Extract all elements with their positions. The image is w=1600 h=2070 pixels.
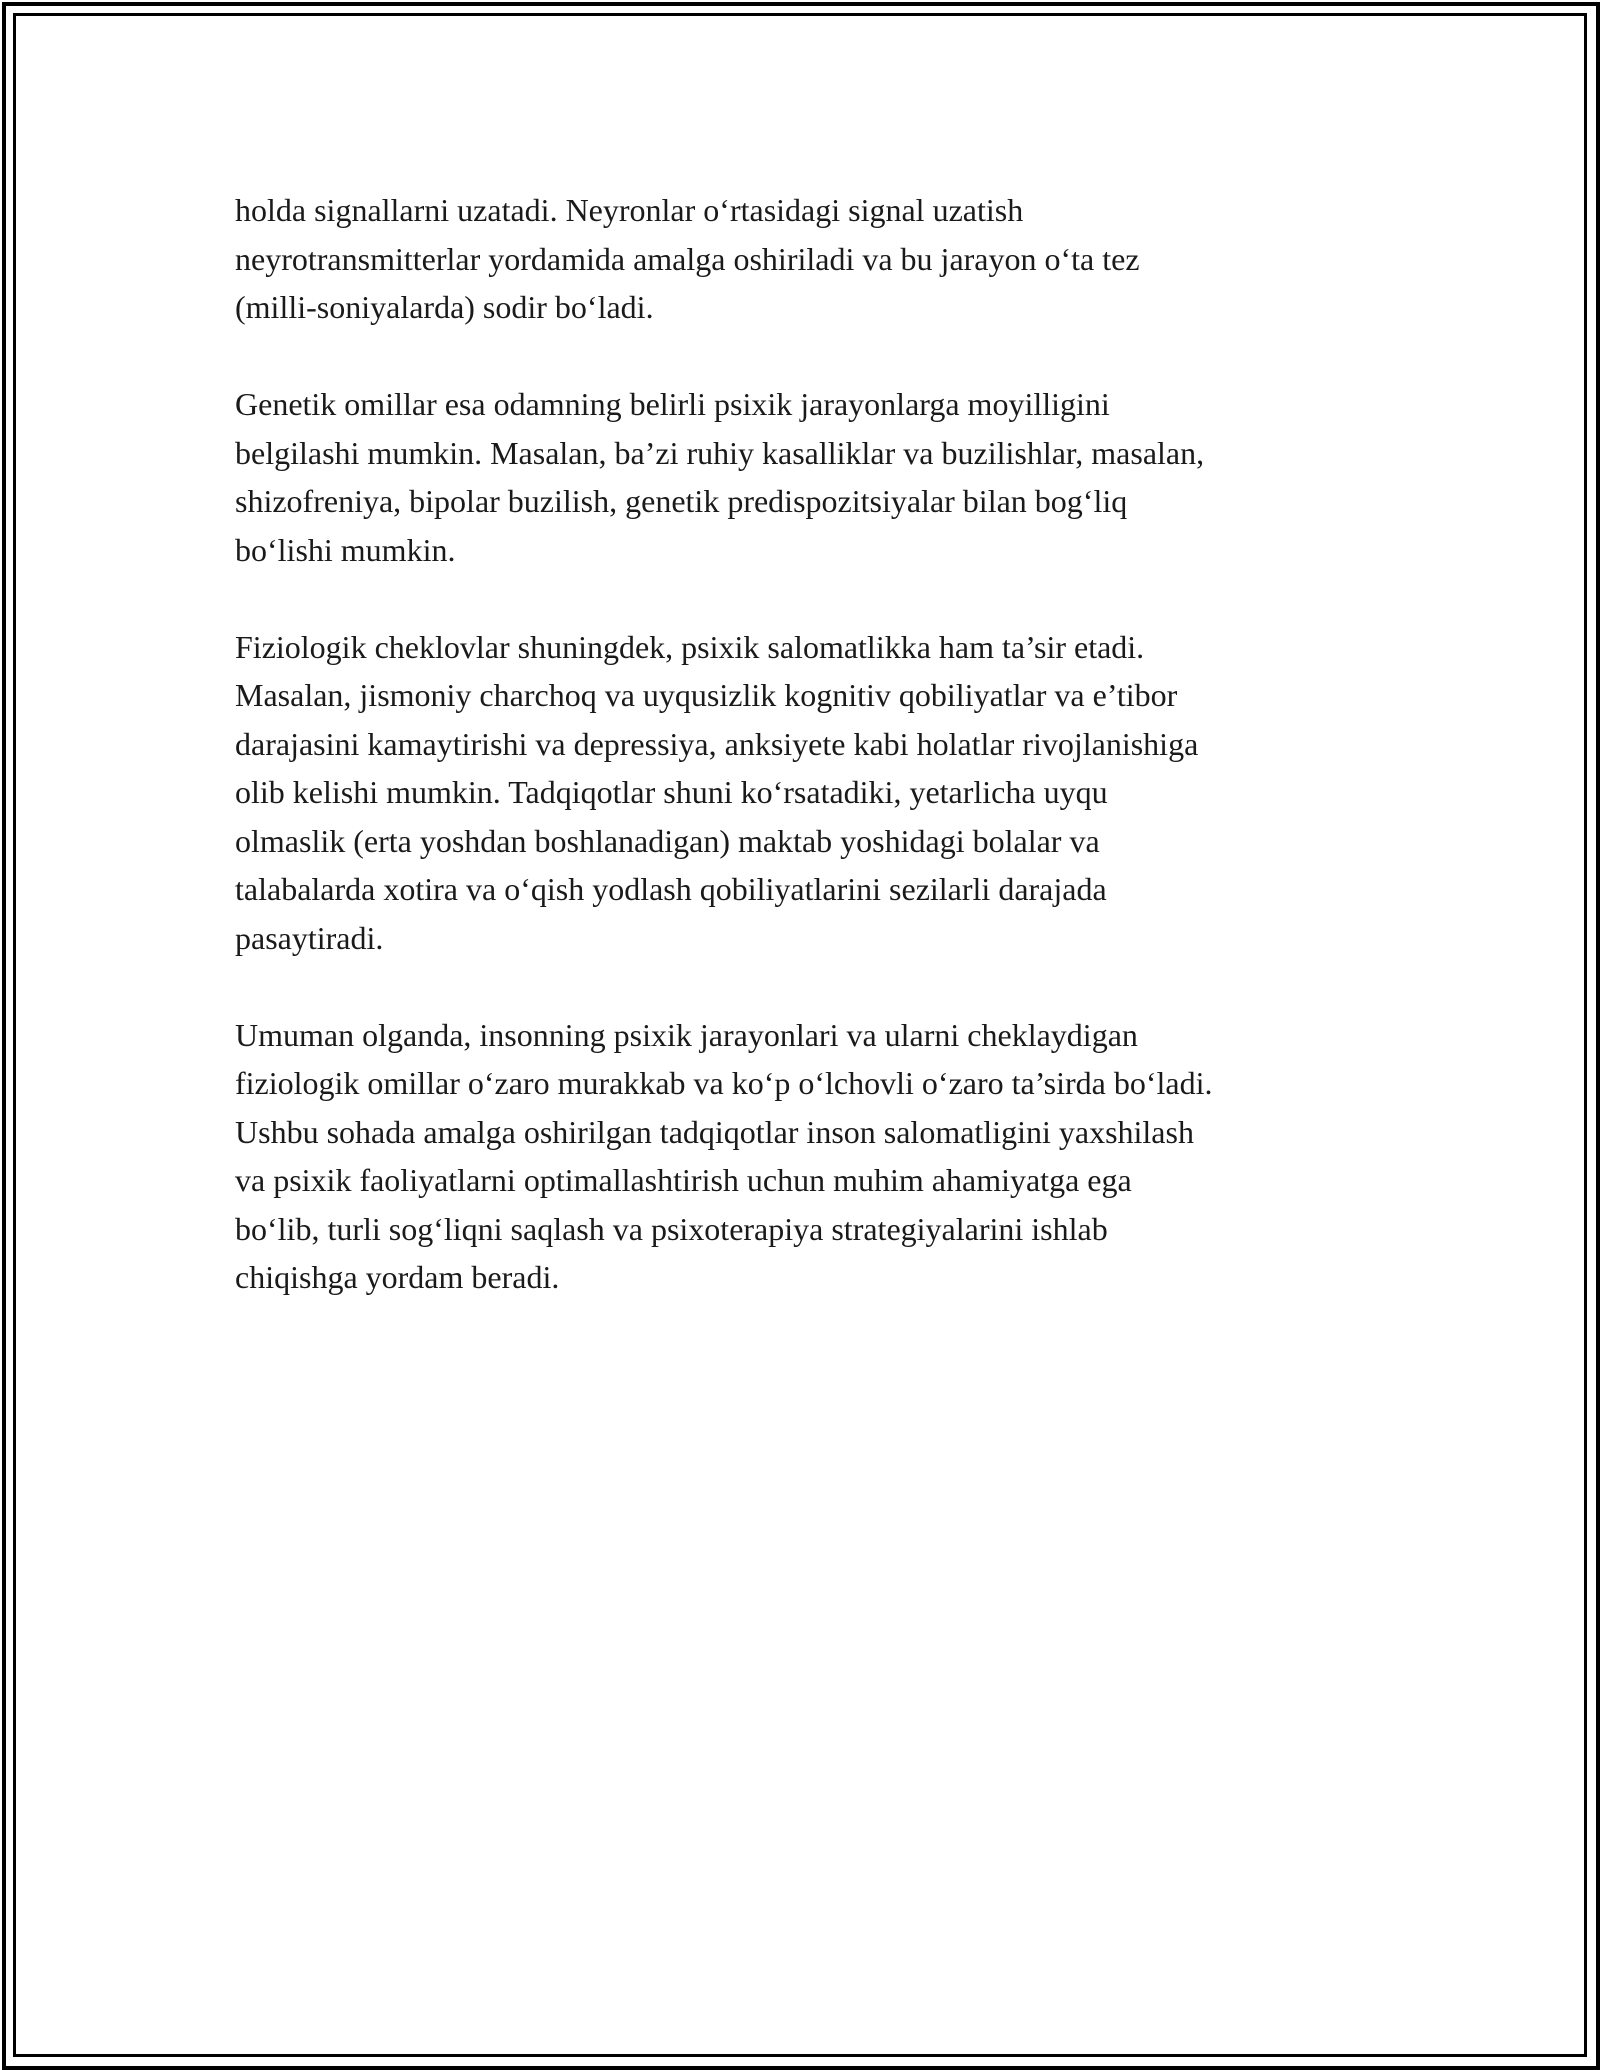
text-line: neyrotransmitterlar yordamida amalga oshiriladi va bu jarayon o‘ta tez	[235, 240, 1140, 277]
text-line: (milli-soniyalarda) sodir bo‘ladi.	[235, 289, 654, 325]
paragraph-3	[235, 623, 1375, 963]
text-line: Ushbu sohada amalga oshirilgan tadqiqotlar inson salomatligini yaxshilash	[235, 1113, 1194, 1150]
paragraph-2	[235, 380, 1375, 574]
text-line: va psixik faoliyatlarni optimallashtirish uchun muhim ahamiyatga ega	[235, 1162, 1132, 1198]
document-body	[235, 186, 1375, 1350]
text-line: chiqishga yordam beradi.	[235, 1259, 560, 1295]
text-line: bo‘lishi mumkin.	[235, 531, 456, 568]
text-line: holda signallarni uzatadi. Neyronlar o‘rtasidagi signal uzatish	[235, 192, 1024, 228]
text-line: olib kelishi mumkin. Tadqiqotlar shuni ko‘rsatadiki, yetarlicha uyqu	[235, 774, 1108, 810]
text-line: shizofreniya, bipolar buzilish, genetik predispozitsiyalar bilan bog‘liq	[235, 483, 1128, 519]
text-line: belgilashi mumkin. Masalan, ba’zi ruhiy kasalliklar va buzilishlar, masalan,	[235, 434, 1205, 471]
text-line: olmaslik (erta yoshdan boshlanadigan) maktab yoshidagi bolalar va	[235, 822, 1100, 859]
text-line: Masalan, jismoniy charchoq va uyqusizlik kognitiv qobiliyatlar va e’tibor	[235, 677, 1178, 713]
text-line: Genetik omillar esa odamning belirli psixik jarayonlarga moyilligini	[235, 386, 1110, 422]
text-line: fiziologik omillar o‘zaro murakkab va ko‘p o‘lchovli o‘zaro ta’sirda bo‘ladi.	[235, 1065, 1213, 1101]
paragraph-4	[235, 1011, 1375, 1302]
paragraph-1	[235, 186, 1375, 332]
text-line: Umuman olganda, insonning psixik jarayonlari va ularni cheklaydigan	[235, 1016, 1138, 1053]
text-line: Fiziologik cheklovlar shuningdek, psixik salomatlikka ham ta’sir etadi.	[235, 628, 1145, 665]
text-line: darajasini kamaytirishi va depressiya, anksiyete kabi holatlar rivojlanishiga	[235, 725, 1199, 762]
text-line: talabalarda xotira va o‘qish yodlash qobiliyatlarini sezilarli darajada	[235, 871, 1107, 907]
text-line: pasaytiradi.	[235, 919, 384, 956]
text-line: bo‘lib, turli sog‘liqni saqlash va psixoterapiya strategiyalarini ishlab	[235, 1210, 1108, 1247]
